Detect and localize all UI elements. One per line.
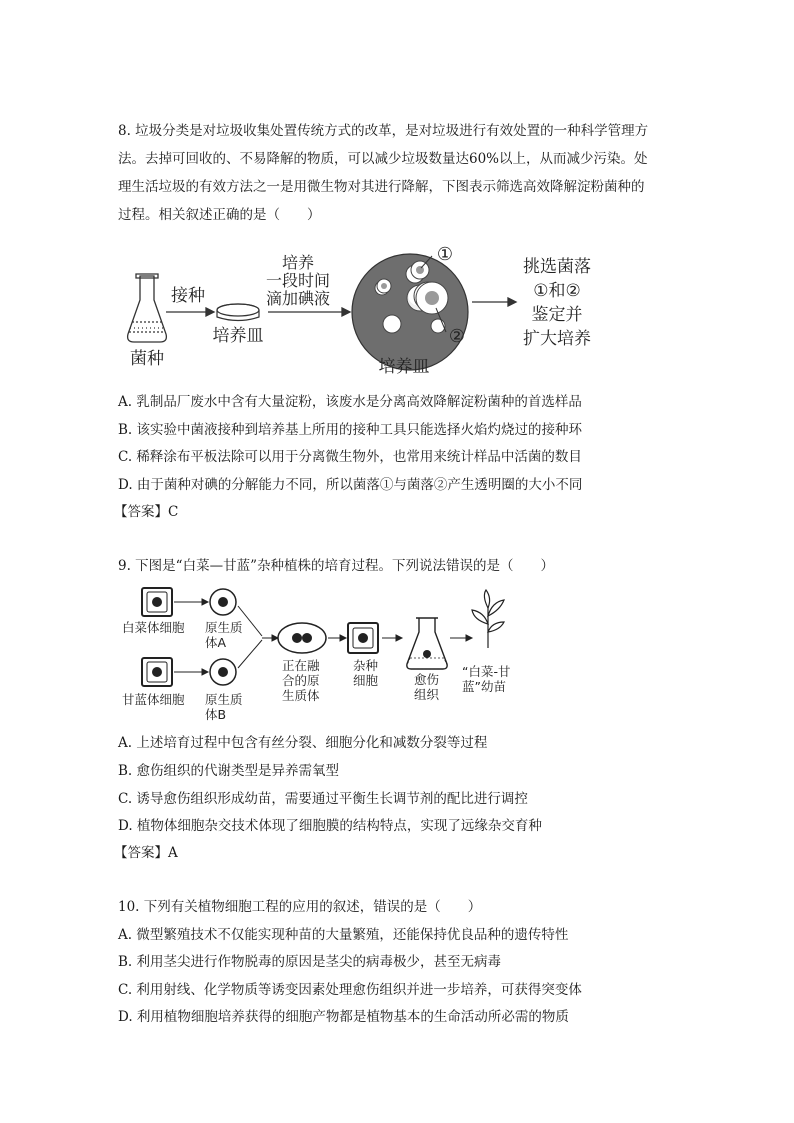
seedling-label-2: 蓝”幼苗 (462, 679, 506, 694)
seedling-icon (472, 590, 504, 648)
fusing-label-2: 合的原 (282, 673, 320, 688)
culture-label-1: 培养 (281, 253, 315, 272)
cabbage-cell-label: 白菜体细胞 (122, 620, 185, 635)
hybrid-cell-label-2: 细胞 (353, 673, 379, 688)
fusing-protoplast-icon (278, 623, 326, 653)
flask-icon (128, 274, 167, 342)
petri-dish-big-label: 培养皿 (378, 357, 430, 377)
arrow-right-icon (174, 669, 208, 675)
arrow-right-icon (174, 599, 208, 605)
q9-answer: 【答案】A (114, 845, 178, 861)
protoplast-a-label-1: 原生质 (205, 620, 243, 635)
protoplast-b-label-2: 体B (205, 707, 227, 722)
hybrid-cell-icon (348, 623, 378, 653)
fusing-label-1: 正在融 (282, 658, 320, 673)
arrow-right-icon (382, 635, 402, 641)
plant-cell-icon (142, 658, 172, 686)
petri-dish-colonies-icon (352, 254, 468, 370)
arrow-right-icon (450, 635, 472, 641)
q9-option-c: C. 诱导愈伤组织形成幼苗，需要通过平衡生长调节剂的配比进行调控 (118, 791, 528, 807)
q8-stem-line-2: 法。去掉可回收的、不易降解的物质，可以减少垃圾数量达60%以上，从而减少污染。处 (118, 151, 648, 167)
protoplast-a-label-2: 体A (205, 635, 227, 650)
q8-stem-line-1: 8. 垃圾分类是对垃圾收集处置传统方式的改革，是对垃圾进行有效处置的一种科学管理方 (118, 123, 649, 139)
pick-label-3: 鉴定并 (531, 305, 583, 325)
protoplast-icon (210, 659, 236, 685)
q9-option-a: A. 上述培育过程中包含有丝分裂、细胞分化和减数分裂等过程 (118, 735, 488, 751)
pick-label-4: 扩大培养 (523, 329, 591, 349)
arrow-right-icon (328, 635, 346, 641)
q10-stem: 10. 下列有关植物细胞工程的应用的叙述，错误的是（ ） (118, 899, 482, 915)
q10-option-b: B. 利用茎尖进行作物脱毒的原因是茎尖的病毒极少，甚至无病毒 (118, 954, 502, 970)
arrow-right-icon (166, 308, 214, 316)
q9-option-b: B. 愈伤组织的代谢类型是异养需氧型 (118, 763, 340, 779)
q8-option-a: A. 乳制品厂废水中含有大量淀粉，该废水是分离高效降解淀粉菌种的首选样品 (118, 394, 582, 410)
seedling-label-1: “白菜-甘 (462, 664, 511, 679)
kale-cell-label: 甘蓝体细胞 (122, 692, 185, 707)
q8-option-b: B. 该实验中菌液接种到培养基上所用的接种工具只能选择火焰灼烧过的接种环 (118, 422, 583, 438)
fusing-label-3: 生质体 (282, 688, 320, 703)
plant-cell-icon (142, 588, 172, 616)
protoplast-icon (210, 589, 236, 615)
hybrid-cell-label-1: 杂种 (353, 658, 379, 673)
strain-label: 菌种 (130, 349, 164, 369)
q10-option-c: C. 利用射线、化学物质等诱变因素处理愈伤组织并进一步培养，可获得突变体 (118, 982, 582, 998)
q8-option-d: D. 由于菌种对碘的分解能力不同，所以菌落①与菌落②产生透明圈的大小不同 (118, 477, 583, 493)
q8-option-c: C. 稀释涂布平板法除可以用于分离微生物外，也常用来统计样品中活菌的数目 (118, 449, 582, 465)
q8-stem-line-3: 理生活垃圾的有效方法之一是用微生物对其进行降解，下图表示筛选高效降解淀粉菌种的 (118, 179, 645, 195)
callus-label-1: 愈伤 (414, 672, 440, 687)
protoplast-b-label-1: 原生质 (205, 692, 243, 707)
arrow-right-icon (262, 635, 278, 641)
callus-label-2: 组织 (414, 687, 440, 702)
marker-2-label: ② (448, 326, 466, 347)
arrow-right-icon (268, 308, 350, 316)
culture-label-3: 滴加碘液 (265, 289, 331, 308)
q9-stem: 9. 下图是“白菜—甘蓝”杂种植株的培育过程。下列说法错误的是（ ） (118, 558, 554, 574)
q9-option-d: D. 植物体细胞杂交技术体现了细胞膜的结构特点，实现了远缘杂交育种 (118, 818, 542, 834)
q10-option-d: D. 利用植物细胞培养获得的细胞产物都是植物基本的生命活动所必需的物质 (118, 1009, 569, 1025)
petri-dish-small-label: 培养皿 (212, 326, 264, 346)
inoculate-label: 接种 (171, 286, 205, 306)
marker-1-label: ① (436, 244, 454, 265)
pick-label-1: 挑选菌落 (523, 257, 591, 277)
culture-flask-icon (407, 618, 447, 669)
q8-stem-line-4: 过程。相关叙述正确的是（ ） (118, 207, 321, 223)
culture-label-2: 一段时间 (265, 271, 331, 290)
merge-arrows-icon (238, 606, 262, 668)
pick-label-2: ①和② (533, 281, 581, 301)
q8-figure-screening-process (120, 238, 600, 378)
q8-answer: 【答案】C (114, 504, 179, 520)
q10-option-a: A. 微型繁殖技术不仅能实现种苗的大量繁殖，还能保持优良品种的遗传特性 (118, 927, 569, 943)
petri-dish-small-icon (217, 304, 259, 321)
arrow-right-icon (472, 298, 516, 306)
